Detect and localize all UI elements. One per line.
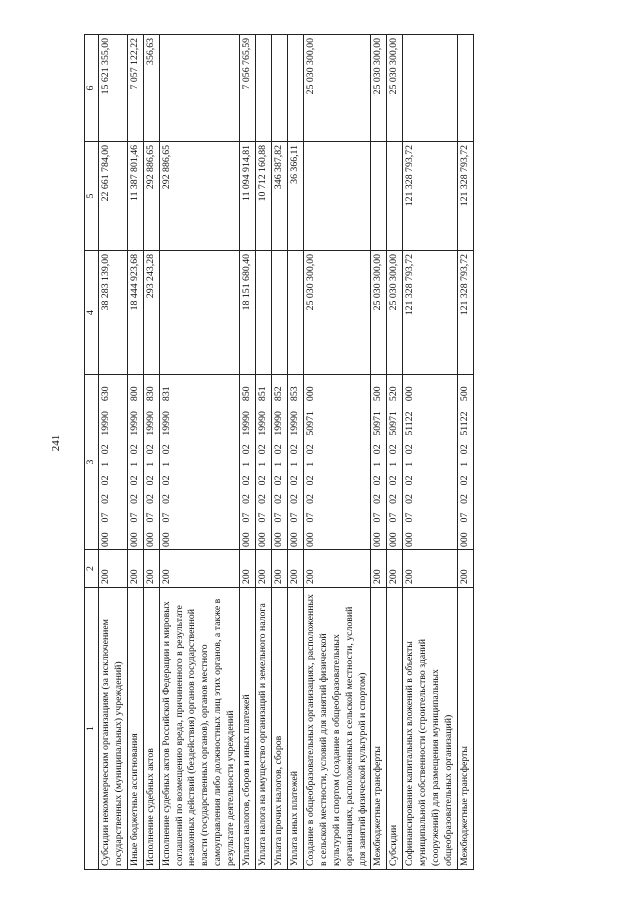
column-header: 5 xyxy=(85,142,99,251)
code-part: 02 xyxy=(241,444,253,455)
code-part: 000 xyxy=(160,532,172,547)
code-part: 1 xyxy=(458,461,470,467)
code-part: 02 xyxy=(257,475,269,486)
row-col2: 200 xyxy=(240,550,256,588)
row-code xyxy=(159,375,240,550)
row-col2: 200 xyxy=(127,550,143,588)
code-part: 02 xyxy=(304,444,316,455)
code-part: 02 xyxy=(272,475,284,486)
code-part: 50971 xyxy=(304,411,316,436)
row-amount-c5: 36 366,11 xyxy=(287,142,303,251)
code-part: 830 xyxy=(144,386,156,402)
row-code xyxy=(387,375,403,550)
row-name: Субсидии xyxy=(387,588,403,870)
code-part: 51122 xyxy=(458,411,470,436)
row-col2: 200 xyxy=(98,550,127,588)
row-code xyxy=(287,375,303,550)
row-name: Межбюджетные трансферты xyxy=(457,588,473,870)
code-part: 02 xyxy=(128,494,140,504)
row-name: Исполнение судебных актов xyxy=(143,588,159,870)
code-part: 07 xyxy=(257,512,269,523)
code-part: 19990 xyxy=(128,411,140,436)
code-part: 02 xyxy=(404,444,416,455)
code-part: 07 xyxy=(160,512,172,523)
row-amount-c4: 38 283 139,00 xyxy=(98,251,127,375)
row-amount-c4: 25 030 300,00 xyxy=(303,251,371,375)
code-part: 000 xyxy=(388,532,400,547)
row-amount-c5: 292 886,65 xyxy=(143,142,159,251)
row-code xyxy=(457,375,473,550)
code-part: 19990 xyxy=(144,411,156,436)
row-col2: 200 xyxy=(271,550,287,588)
table-row xyxy=(403,35,458,870)
code-part: 02 xyxy=(458,444,470,455)
code-part: 02 xyxy=(458,475,470,486)
code-part: 000 xyxy=(304,532,316,547)
row-amount-c5: 11 094 914,81 xyxy=(240,142,256,251)
row-amount-c5: 346 387,82 xyxy=(271,142,287,251)
code-part: 02 xyxy=(372,494,384,504)
column-header: 2 xyxy=(85,550,99,588)
code-part: 000 xyxy=(99,532,111,547)
code-part: 852 xyxy=(272,386,284,402)
code-part: 02 xyxy=(144,494,156,504)
row-col2: 200 xyxy=(287,550,303,588)
row-amount-c6 xyxy=(287,35,303,142)
code-part: 853 xyxy=(288,386,300,402)
code-part: 07 xyxy=(372,512,384,523)
code-part: 000 xyxy=(144,532,156,547)
row-code xyxy=(271,375,287,550)
code-part: 520 xyxy=(388,386,400,402)
row-amount-c6: 25 030 300,00 xyxy=(371,35,387,142)
code-part: 02 xyxy=(304,475,316,486)
code-part: 02 xyxy=(160,494,172,504)
code-part: 19990 xyxy=(272,411,284,436)
code-part: 1 xyxy=(372,461,384,467)
code-part: 07 xyxy=(272,512,284,523)
row-code xyxy=(143,375,159,550)
code-part: 02 xyxy=(257,444,269,455)
row-col2: 200 xyxy=(143,550,159,588)
code-part: 831 xyxy=(160,386,172,402)
column-header: 4 xyxy=(85,251,99,375)
row-amount-c5 xyxy=(303,142,371,251)
row-name: Уплата налога на имущество организаций и земельного налога xyxy=(256,588,272,870)
row-amount-c4: 121 328 793,72 xyxy=(457,251,473,375)
row-amount-c4: 18 444 923,68 xyxy=(127,251,143,375)
code-part: 02 xyxy=(288,444,300,455)
budget-table xyxy=(84,34,474,870)
row-col2: 200 xyxy=(159,550,240,588)
code-part: 50971 xyxy=(388,411,400,436)
row-amount-c4 xyxy=(271,251,287,375)
table-row xyxy=(287,35,303,870)
code-part: 1 xyxy=(257,461,269,467)
code-part: 02 xyxy=(288,475,300,486)
table-row xyxy=(159,35,240,870)
code-part: 07 xyxy=(241,512,253,523)
row-name: Субсидии некоммерческим организациям (за исключением государственных (муниципальных) учреждений) xyxy=(98,588,127,870)
code-part: 1 xyxy=(288,461,300,467)
code-part: 1 xyxy=(241,461,253,467)
code-part: 1 xyxy=(404,461,416,467)
row-name: Создание в общеобразовательных организациях, расположенных в сельской местности, условий для занятий физической культурой и спортом (создание в общеобразовательных организациях, расположенных в сельской местности, условий для занятий физической культурой и спортом) xyxy=(303,588,371,870)
code-part: 19990 xyxy=(99,411,111,436)
row-code xyxy=(256,375,272,550)
row-amount-c6: 7 056 765,59 xyxy=(240,35,256,142)
code-part: 1 xyxy=(388,461,400,467)
row-name: Софинансирование капитальных вложений в объекты муниципальной собственности (строительство зданий (сооружений) для размещения муниципальных общеобразовательных организаций) xyxy=(403,588,458,870)
code-part: 07 xyxy=(288,512,300,523)
row-amount-c4: 25 030 300,00 xyxy=(371,251,387,375)
code-part: 000 xyxy=(458,532,470,547)
code-part: 02 xyxy=(99,494,111,504)
code-part: 500 xyxy=(458,386,470,402)
row-col2: 200 xyxy=(303,550,371,588)
row-name: Исполнение судебных актов Российской Федерации и мировых соглашений по возмещению вреда, причиненного в результате незаконных действий (бездействия) органов государственной власти (государственных органов), органов местного самоуправления либо должностных лиц этих органов, а также в результате деятельности учреждений xyxy=(159,588,240,870)
table-body xyxy=(98,35,473,870)
table-row xyxy=(240,35,256,870)
page-number: 241 xyxy=(50,434,62,452)
code-part: 50971 xyxy=(372,411,384,436)
code-part: 1 xyxy=(144,461,156,467)
code-part: 02 xyxy=(304,494,316,504)
code-part: 07 xyxy=(128,512,140,523)
row-col2: 200 xyxy=(371,550,387,588)
table-row xyxy=(303,35,371,870)
row-name: Уплата иных платежей xyxy=(287,588,303,870)
table-row xyxy=(387,35,403,870)
code-part: 19990 xyxy=(257,411,269,436)
code-part: 02 xyxy=(99,444,111,455)
row-amount-c5: 22 661 784,00 xyxy=(98,142,127,251)
row-name: Межбюджетные трансферты xyxy=(371,588,387,870)
code-part: 19990 xyxy=(288,411,300,436)
row-name: Иные бюджетные ассигнования xyxy=(127,588,143,870)
code-part: 02 xyxy=(372,475,384,486)
code-part: 02 xyxy=(241,494,253,504)
code-part: 000 xyxy=(372,532,384,547)
row-amount-c6: 356,63 xyxy=(143,35,159,142)
row-amount-c4: 25 030 300,00 xyxy=(387,251,403,375)
code-part: 07 xyxy=(388,512,400,523)
row-amount-c5 xyxy=(387,142,403,251)
code-part: 1 xyxy=(272,461,284,467)
row-code xyxy=(98,375,127,550)
row-name: Уплата налогов, сборов и иных платежей xyxy=(240,588,256,870)
row-col2: 200 xyxy=(403,550,458,588)
row-amount-c4: 121 328 793,72 xyxy=(403,251,458,375)
code-part: 800 xyxy=(128,386,140,402)
row-amount-c4: 293 243,28 xyxy=(143,251,159,375)
row-amount-c6 xyxy=(271,35,287,142)
table-row xyxy=(457,35,473,870)
row-amount-c6 xyxy=(256,35,272,142)
row-amount-c6: 7 057 122,22 xyxy=(127,35,143,142)
row-amount-c5: 121 328 793,72 xyxy=(403,142,458,251)
code-part: 000 xyxy=(272,532,284,547)
row-amount-c5: 292 886,65 xyxy=(159,142,240,251)
code-part: 02 xyxy=(388,475,400,486)
row-amount-c4 xyxy=(287,251,303,375)
code-part: 07 xyxy=(99,512,111,523)
code-part: 630 xyxy=(99,386,111,402)
code-part: 02 xyxy=(144,475,156,486)
table-row xyxy=(256,35,272,870)
code-part: 02 xyxy=(372,444,384,455)
code-part: 000 xyxy=(257,532,269,547)
code-part: 851 xyxy=(257,386,269,402)
row-code xyxy=(303,375,371,550)
code-part: 000 xyxy=(288,532,300,547)
row-code xyxy=(127,375,143,550)
code-part: 000 xyxy=(304,386,316,402)
row-col2: 200 xyxy=(256,550,272,588)
column-number-row xyxy=(85,35,99,870)
row-code xyxy=(240,375,256,550)
table-row xyxy=(98,35,127,870)
row-amount-c5: 11 387 801,46 xyxy=(127,142,143,251)
row-amount-c5: 121 328 793,72 xyxy=(457,142,473,251)
row-amount-c6 xyxy=(159,35,240,142)
row-code xyxy=(371,375,387,550)
table-row xyxy=(127,35,143,870)
row-amount-c6 xyxy=(457,35,473,142)
code-part: 1 xyxy=(128,461,140,467)
column-header: 6 xyxy=(85,35,99,142)
code-part: 02 xyxy=(388,444,400,455)
row-amount-c4 xyxy=(159,251,240,375)
code-part: 02 xyxy=(272,494,284,504)
code-part: 02 xyxy=(288,494,300,504)
code-part: 02 xyxy=(99,475,111,486)
code-part: 19990 xyxy=(160,411,172,436)
code-part: 1 xyxy=(99,461,111,467)
code-part: 02 xyxy=(128,475,140,486)
code-part: 07 xyxy=(458,512,470,523)
code-part: 1 xyxy=(304,461,316,467)
row-amount-c6: 25 030 300,00 xyxy=(303,35,371,142)
code-part: 850 xyxy=(241,386,253,402)
code-part: 000 xyxy=(241,532,253,547)
code-part: 51122 xyxy=(404,411,416,436)
code-part: 500 xyxy=(372,386,384,402)
column-header: 1 xyxy=(85,588,99,870)
row-amount-c5 xyxy=(371,142,387,251)
code-part: 07 xyxy=(144,512,156,523)
row-amount-c5: 10 712 160,88 xyxy=(256,142,272,251)
table-row xyxy=(371,35,387,870)
code-part: 02 xyxy=(404,494,416,504)
code-part: 02 xyxy=(404,475,416,486)
code-part: 000 xyxy=(404,386,416,402)
code-part: 02 xyxy=(257,494,269,504)
row-amount-c4: 18 151 680,40 xyxy=(240,251,256,375)
code-part: 02 xyxy=(458,494,470,504)
code-part: 02 xyxy=(160,475,172,486)
row-amount-c6: 15 621 355,00 xyxy=(98,35,127,142)
code-part: 02 xyxy=(144,444,156,455)
budget-table-rotated xyxy=(84,35,615,870)
row-amount-c4 xyxy=(256,251,272,375)
code-part: 07 xyxy=(304,512,316,523)
code-part: 19990 xyxy=(241,411,253,436)
row-col2: 200 xyxy=(387,550,403,588)
code-part: 02 xyxy=(160,444,172,455)
code-part: 02 xyxy=(128,444,140,455)
code-part: 02 xyxy=(388,494,400,504)
code-part: 1 xyxy=(160,461,172,467)
table-row xyxy=(271,35,287,870)
code-part: 000 xyxy=(128,532,140,547)
row-col2: 200 xyxy=(457,550,473,588)
row-name: Уплата прочих налогов, сборов xyxy=(271,588,287,870)
column-header: 3 xyxy=(85,375,99,550)
row-amount-c6 xyxy=(403,35,458,142)
code-part: 000 xyxy=(404,532,416,547)
code-part: 02 xyxy=(272,444,284,455)
code-part: 07 xyxy=(404,512,416,523)
row-amount-c6: 25 030 300,00 xyxy=(387,35,403,142)
table-row xyxy=(143,35,159,870)
code-part: 02 xyxy=(241,475,253,486)
row-code xyxy=(403,375,458,550)
